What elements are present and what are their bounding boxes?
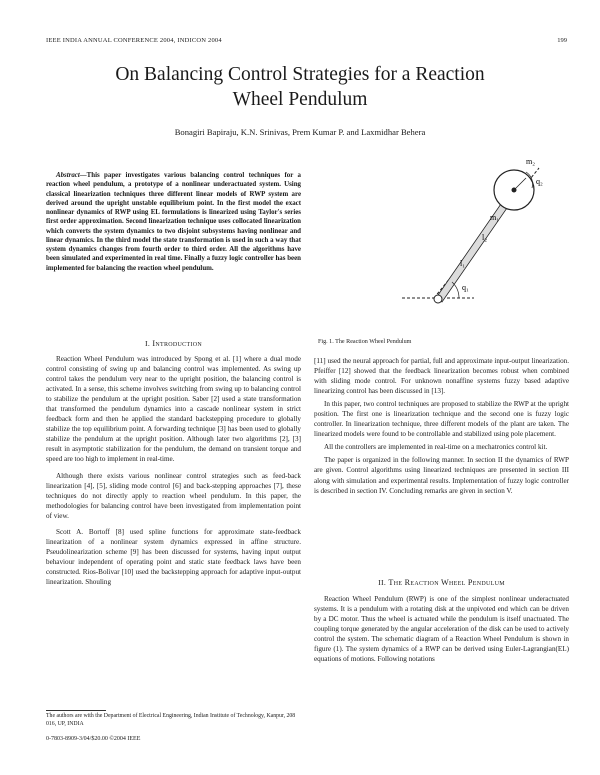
label-m1: m₁: [490, 213, 500, 222]
section-heading-rwp: [314, 578, 569, 587]
footnote-rule: [46, 710, 106, 711]
paper-title: [40, 62, 560, 112]
paragraph: All the controllers are implemented in real-time on a mechatronics control kit.: [324, 443, 548, 452]
section-number: II.: [378, 578, 387, 587]
paragraph: Reaction Wheel Pendulum (RWP) is one of the simplest nonlinear underactuated systems. It is a pendulum with a rotating disk at the unpivoted end which can be driven by a DC motor. Thus the wheel is actuated while the pendulum is itself unactuated. The coupling torque generated by the angular acceleration of the disk can be used to actively control the system. The schematic diagram of a Reaction Wheel Pendulum is shown in figure (1). The system dynamics of a RWP can be derived using Euler-Lagrangian(EL) equations of motions. Following notations: [314, 595, 569, 664]
introduction-body: [46, 354, 301, 587]
title-line-1: On Balancing Control Strategies for a Reaction: [115, 64, 485, 85]
section-title: The Reaction Wheel Pendulum: [388, 578, 505, 587]
label-l2: l₂: [482, 233, 488, 242]
paragraph: Reaction Wheel Pendulum was introduced by Spong et al. [1] where a dual mode control consisting of swing up and balancing control was implemented. As swing up control takes the pendulum very near to the upright position, the balancing control is activated. In a sense, this scheme involves switching from swing up to balancing control to stabilize the pendulum at the upright position. Saber [2] used a state transformation that transformed the pendulum dynamics into a cascade nonlinear system in strict feedback form and then he applied the standard backstepping procedure to globally stabilize the top equilibrium point. A forwarding technique [3] has been used to globally stabilize the pendulum at the upright position. Although later two algorithms [2], [3] result in asymptotic stabilization for the pendulum, the demand on transient torque and speed are too high to implement in real-time.: [46, 355, 301, 464]
authors: Bonagiri Bapiraju, K.N. Srinivas, Prem Kumar P. and Laxmidhar Behera: [174, 127, 426, 137]
figure-caption: Fig. 1. The Reaction Wheel Pendulum: [318, 339, 412, 345]
pendulum-diagram: [314, 148, 569, 316]
paragraph: Although there exists various nonlinear control strategies such as feed-back linearization [4], [5], sliding mode control [6] and back-stepping approaches [7], these techniques do not directly apply to reaction wheel pendulum. In this paper, the methodologies for balancing control have been investigated from implementation point of view.: [46, 471, 301, 520]
abstract-text: This paper investigates various balancing control techniques for a reaction wheel pendulum, a prototype of a nonlinear underactuated system. Using classical linearization techniques three different linear models of RWP system are derived around the upright unstable equilibrium point. In the first model the exact nonlinear dynamics of RWP using EL formulations is linearized using Taylor's series first order approximation. Second linearization technique uses collocated linearization which converts the system dynamics to two disjoint subsystems having nonlinear and linear dynamics. In the third model the state transformation is used in such a way that system dynamics changes from fourth order to third order. All the algorithms have been simulated and experimented in real time. Finally a fuzzy logic controller has been implemented for balancing the reaction wheel pendulum.: [46, 172, 301, 272]
paragraph: [11] used the neural approach for partial, full and approximate input-output linearization. Pfeiffer [12] showed that the feedback linearization becomes robust when combined with sliding mode control. For unknown nonaffine systems fuzzy based adaptive linearizing control has been discussed in [13].: [314, 357, 569, 396]
label-q1: q₁: [462, 283, 469, 292]
isbn-line: 0-7803-8909-3/04/$20.00 ©2004 IEEE: [46, 736, 141, 742]
rwp-body: [314, 594, 569, 664]
abstract-label: Abstract—: [56, 172, 87, 179]
figure-reaction-wheel-pendulum: [314, 148, 569, 316]
section-number: I.: [144, 339, 151, 348]
label-l1: l₁: [460, 259, 466, 268]
section-heading-introduction: [46, 339, 301, 348]
section-title: Introduction: [152, 339, 203, 348]
running-header: IEEE INDIA ANNUAL CONFERENCE 2004, INDICON 2004: [46, 37, 222, 44]
right-column-intro: [314, 356, 569, 496]
footnote: The authors are with the Department of Electrical Engineering, Indian Institute of Technology, Kanpur, 208 016, UP, INDIA: [46, 713, 296, 727]
label-q2: q₂: [536, 177, 543, 186]
title-line-2: Wheel Pendulum: [232, 89, 368, 110]
page-number: 199: [557, 37, 567, 44]
label-m2: m₂: [526, 157, 536, 166]
paragraph: In this paper, two control techniques are proposed to stabilize the RWP at the upright position. The first one is linearization technique and the second one is fuzzy logic controller. In linearization technique, three different models of the plant are taken. The linearized models were found to be controllable and stabilized using pole placement.: [314, 400, 569, 439]
abstract: [46, 171, 301, 273]
paragraph: Scott A. Bortoff [8] used spline functions for approximate state-feedback linearization of a nonlinear system dynamics expressed in affine structure. Pseudolinearization scheme [9] has been discussed for systems, having input output behaviour independent of operating point and static state feedback laws have been constructed. Rios-Bolivar [10] used the backstepping approach for adaptive input-output linearization. Shouling: [46, 527, 301, 586]
paragraph: The paper is organized in the following manner. In section II the dynamics of RWP are given. Control algorithms using linearized techniques are presented in section III along with simulation and experimental results. Implementation of fuzzy logic controller is described in section IV. Concluding remarks are given in section V.: [314, 456, 569, 495]
